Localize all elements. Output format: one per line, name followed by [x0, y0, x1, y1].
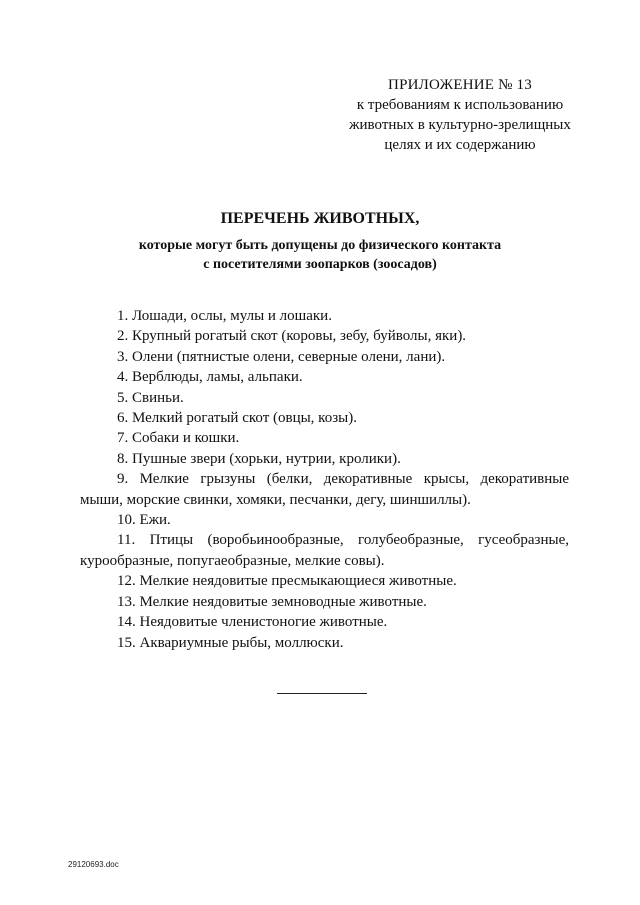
list-item: 11. Птицы (воробьинообразные, голубеобразные, гусеобразные, курообразные, попугаеобразные, мелкие совы). — [80, 532, 569, 569]
list-item: 7. Собаки и кошки. — [117, 430, 240, 447]
end-divider — [277, 693, 367, 694]
subtitle-line-2: с посетителями зоопарков (зоосадов) — [203, 257, 437, 272]
document-subtitle — [60, 236, 580, 274]
subtitle-line-1: которые могут быть допущены до физического контакта — [138, 238, 502, 253]
list-item: 14. Неядовитые членистоногие животные. — [117, 614, 388, 631]
list-item: 4. Верблюды, ламы, альпаки. — [117, 369, 303, 386]
appendix-line-2: животных в культурно-зрелищных — [349, 117, 571, 133]
list-item: 1. Лошади, ослы, мулы и лошаки. — [117, 308, 332, 324]
list-item: 13. Мелкие неядовитые земноводные животные. — [117, 593, 427, 610]
appendix-line-3: целях и их содержанию — [384, 137, 536, 153]
appendix-line-1: к требованиям к использованию — [356, 97, 564, 113]
animal-list — [80, 306, 569, 653]
file-name: 29120693.doc — [68, 860, 119, 869]
appendix-block — [300, 75, 620, 155]
list-item: 15. Аквариумные рыбы, моллюски. — [117, 634, 344, 651]
list-item: 12. Мелкие неядовитые пресмыкающиеся животные. — [117, 573, 457, 590]
list-item: 10. Ежи. — [117, 512, 171, 529]
list-item: 8. Пушные звери (хорьки, нутрии, кролики). — [117, 450, 401, 467]
list-item: 6. Мелкий рогатый скот (овцы, козы). — [117, 410, 357, 427]
list-item: 2. Крупный рогатый скот (коровы, зебу, буйволы, яки). — [117, 328, 467, 345]
document-title: ПЕРЕЧЕНЬ ЖИВОТНЫХ, — [220, 210, 420, 227]
list-item: 3. Олени (пятнистые олени, северные олени, лани). — [117, 348, 446, 365]
appendix-heading: ПРИЛОЖЕНИЕ № 13 — [388, 77, 532, 93]
list-item: 5. Свиньи. — [117, 389, 184, 406]
list-item: 9. Мелкие грызуны (белки, декоративные крысы, декоративные мыши, морские свинки, хомяки, песчанки, дегу, шиншиллы). — [80, 471, 569, 508]
